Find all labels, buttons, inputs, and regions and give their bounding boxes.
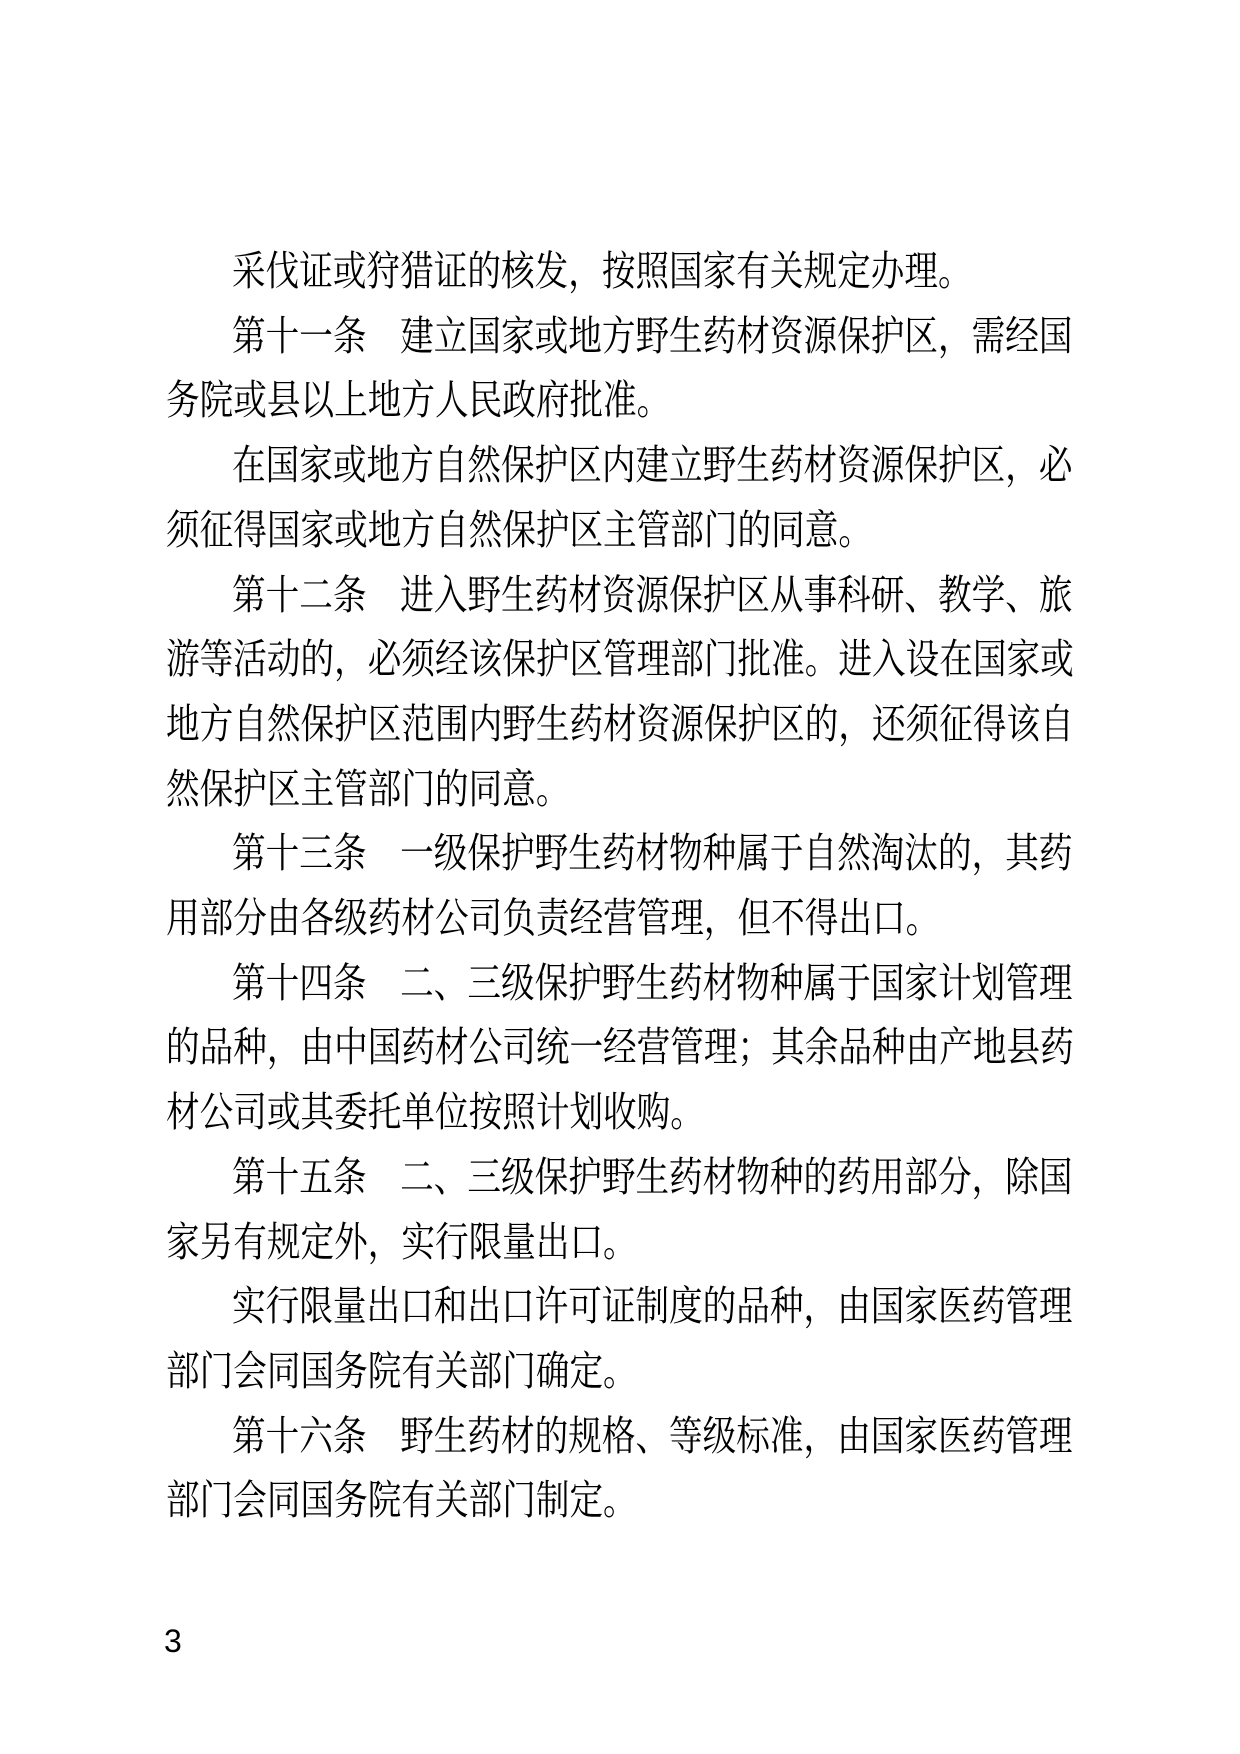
- text-line: [166, 1412, 1240, 1464]
- text-line: [166, 441, 1240, 493]
- text-line: [166, 1088, 822, 1140]
- text-line-content: 游等活动的，必须经该保护区管理部门批准。进入设在国家或: [166, 636, 1074, 683]
- text-line: [166, 247, 1134, 299]
- text-line: [166, 1218, 740, 1270]
- text-line-content: 务院或县以上地方人民政府批准。: [166, 377, 671, 424]
- text-line: [166, 571, 1240, 623]
- text-line-content: 材公司或其委托单位按照计划收购。: [166, 1089, 704, 1136]
- text-line-content: 第十五条 二、三级保护野生药材物种的药用部分，除国: [232, 1153, 1073, 1200]
- text-line: [166, 1023, 1240, 1075]
- text-line: [166, 1347, 740, 1399]
- text-line: [166, 765, 658, 817]
- text-line-content: 地方自然保护区范围内野生药材资源保护区的，还须征得该自: [166, 700, 1074, 747]
- text-line: [166, 894, 1109, 946]
- text-line-content: 第十一条 建立国家或地方野生药材资源保护区，需经国: [232, 312, 1073, 359]
- text-line: [166, 1476, 740, 1528]
- text-line-content: 实行限量出口和出口许可证制度的品种，由国家医药管理: [232, 1283, 1073, 1330]
- text-line-content: 部门会同国务院有关部门制定。: [166, 1477, 637, 1524]
- text-line-content: 须征得国家或地方自然保护区主管部门的同意。: [166, 506, 873, 553]
- text-line-content: 家另有规定外，实行限量出口。: [166, 1218, 637, 1265]
- text-line: [166, 635, 1240, 687]
- text-line: [166, 829, 1240, 881]
- text-line: [166, 376, 781, 428]
- text-line-content: 的品种，由中国药材公司统一经营管理；其余品种由产地县药: [166, 1024, 1074, 1071]
- text-line-content: 在国家或地方自然保护区内建立野生药材资源保护区，必: [232, 442, 1073, 489]
- text-line-content: 第十六条 野生药材的规格、等级标准，由国家医药管理: [232, 1412, 1073, 1459]
- text-line-content: 第十二条 进入野生药材资源保护区从事科研、教学、旅: [232, 571, 1073, 618]
- page-number: 3: [164, 1623, 182, 1659]
- text-line-content: 采伐证或狩猎证的核发，按照国家有关规定办理。: [232, 248, 972, 294]
- text-line: [166, 959, 1240, 1011]
- text-line-content: 然保护区主管部门的同意。: [166, 765, 570, 812]
- text-line: [166, 1153, 1240, 1205]
- text-line: [166, 506, 1027, 558]
- text-line: [166, 312, 1240, 364]
- text-line-content: 第十四条 二、三级保护野生药材物种属于国家计划管理: [232, 959, 1073, 1006]
- text-line-content: 部门会同国务院有关部门确定。: [166, 1347, 637, 1394]
- text-line-content: 第十三条 一级保护野生药材物种属于自然淘汰的，其药: [232, 830, 1073, 877]
- text-line: [166, 1282, 1240, 1334]
- text-line-content: 用部分由各级药材公司负责经营管理，但不得出口。: [166, 895, 940, 941]
- text-line: [166, 700, 1240, 752]
